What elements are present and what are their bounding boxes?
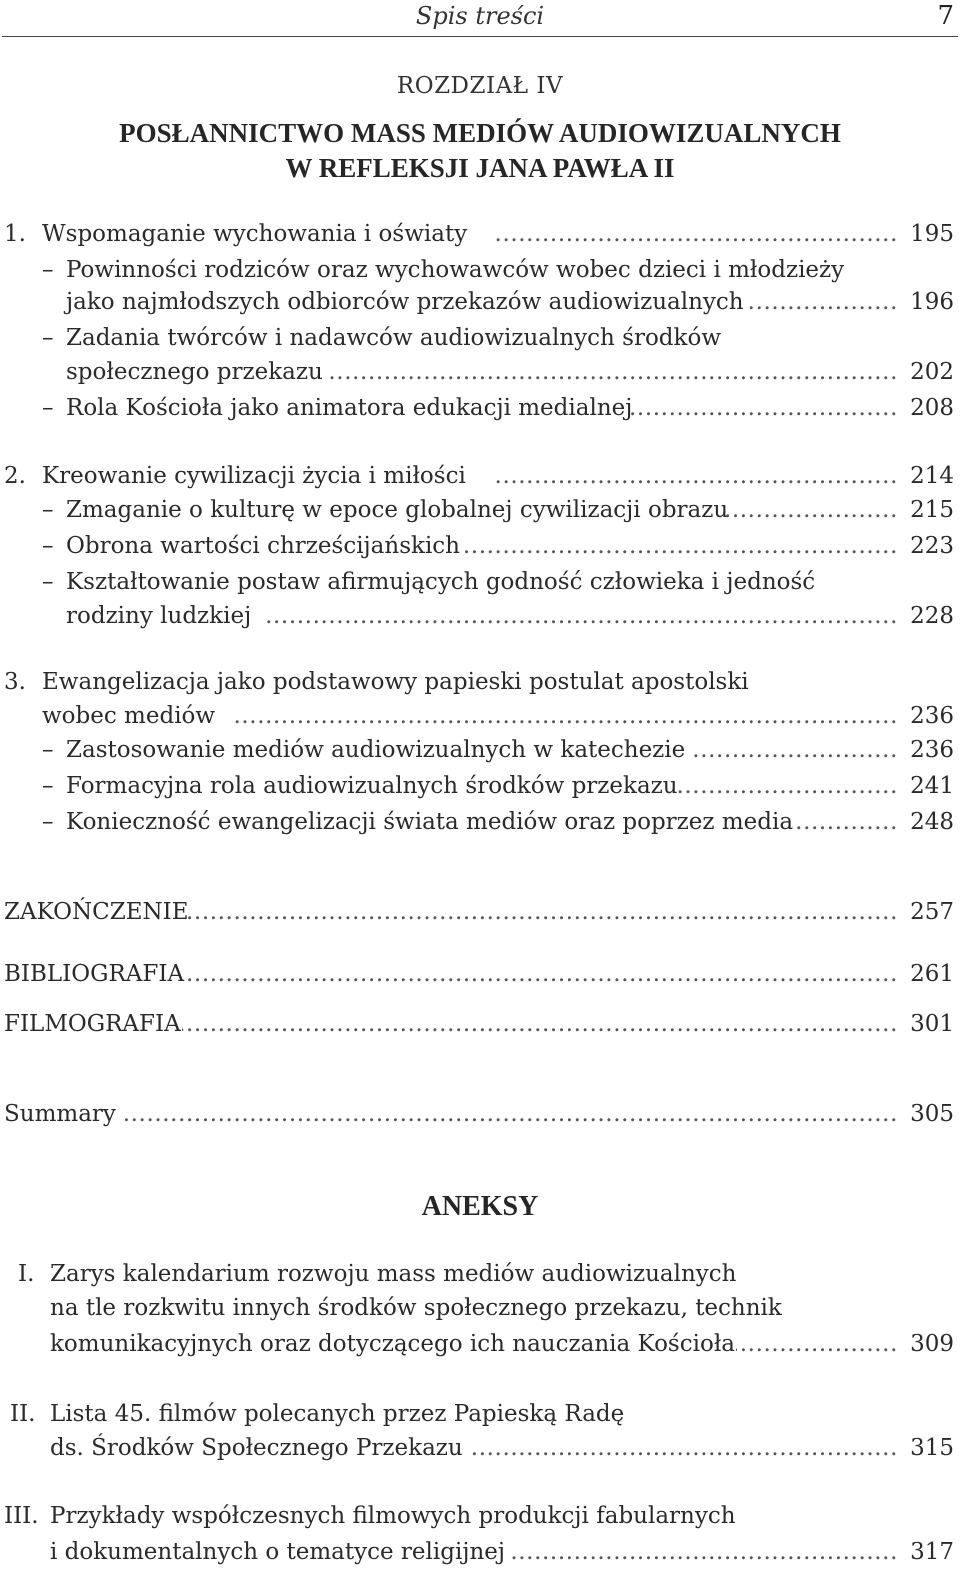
toc-entry-title: ZAKOŃCZENIE	[4, 899, 189, 925]
annex-entry-1-cont[interactable]	[0, 1292, 960, 1324]
toc-entry-title: Kształtowanie postaw afirmujących godność człowieka i jedność	[66, 569, 816, 595]
dot-leader	[188, 958, 898, 990]
toc-subentry-line[interactable]	[0, 734, 960, 766]
toc-page-ref: 317	[910, 1539, 954, 1565]
toc-page-ref: 195	[910, 221, 954, 247]
toc-subentry-line[interactable]	[0, 600, 960, 632]
dash-marker: –	[42, 737, 54, 763]
toc-page-ref: 214	[910, 463, 954, 489]
toc-entry-title-cont: społecznego przekazu	[66, 359, 323, 385]
toc-entry-title: Konieczność ewangelizacji świata mediów oraz poprzez media	[66, 809, 794, 835]
dash-marker: –	[42, 773, 54, 799]
dot-leader	[266, 600, 898, 632]
toc-page-ref: 223	[910, 533, 954, 559]
dot-leader	[692, 734, 898, 766]
dash-marker: –	[42, 257, 54, 283]
dash-marker: –	[42, 497, 54, 523]
dash-marker: –	[42, 569, 54, 595]
annex-entry-1-cont[interactable]	[0, 1328, 960, 1360]
toc-subentry-line[interactable]	[0, 392, 960, 424]
annex-title-cont: ds. Środków Społecznego Przekazu	[50, 1435, 463, 1461]
dot-leader	[124, 1098, 898, 1130]
dot-leader	[630, 392, 898, 424]
toc-page-ref: 261	[910, 961, 954, 987]
toc-page-ref: 257	[910, 899, 954, 925]
annex-entry-2[interactable]	[0, 1398, 960, 1430]
dash-marker: –	[42, 533, 54, 559]
annex-title: Lista 45. filmów polecanych przez Papieską Radę	[50, 1401, 625, 1427]
annex-title-cont: i dokumentalnych o tematyce religijnej	[50, 1539, 506, 1565]
dot-leader	[674, 770, 898, 802]
toc-entry-title-cont: rodziny ludzkiej	[66, 603, 252, 629]
annex-number: III.	[4, 1503, 39, 1529]
dot-leader	[510, 1536, 898, 1568]
toc-page-ref: 236	[910, 737, 954, 763]
header-rule	[2, 36, 958, 37]
toc-entry-title-cont: jako najmłodszych odbiorców przekazów audiowizualnych	[66, 289, 744, 315]
toc-subentry-line[interactable]	[0, 566, 960, 598]
annex-entry-3[interactable]	[0, 1500, 960, 1532]
toc-entry-bibliografia[interactable]	[0, 958, 960, 990]
toc-page-ref: 208	[910, 395, 954, 421]
toc-entry-section-1[interactable]	[0, 218, 960, 250]
toc-subentry-line[interactable]	[0, 806, 960, 838]
toc-entry-number: 3.	[4, 669, 26, 695]
toc-entry-title: Zadania twórców i nadawców audiowizualnych środków	[66, 325, 722, 351]
annex-entry-2-cont[interactable]	[0, 1432, 960, 1464]
toc-entry-number: 1.	[4, 221, 26, 247]
toc-entry-title: FILMOGRAFIA	[4, 1011, 181, 1037]
annex-title: Przykłady współczesnych filmowych produkcji fabularnych	[50, 1503, 736, 1529]
dot-leader	[792, 806, 898, 838]
chapter-title-line-2: W REFLEKSJI JANA PAWŁA II	[285, 153, 675, 183]
toc-entry-summary[interactable]	[0, 1098, 960, 1130]
toc-page-ref: 196	[910, 289, 954, 315]
toc-entry-title: Formacyjna rola audiowizualnych środków przekazu	[66, 773, 678, 799]
annex-number: I.	[18, 1261, 35, 1287]
dash-marker: –	[42, 809, 54, 835]
dot-leader	[188, 896, 898, 928]
annex-title-cont: komunikacyjnych oraz dotyczącego ich nauczania Kościoła	[50, 1331, 735, 1357]
chapter-title-line-1: POSŁANNICTWO MASS MEDIÓW AUDIOWIZUALNYCH	[119, 118, 841, 148]
toc-page-ref: 215	[910, 497, 954, 523]
toc-entry-filmografia[interactable]	[0, 1008, 960, 1040]
annex-entry-3-cont[interactable]	[0, 1536, 960, 1568]
dot-leader	[232, 700, 898, 732]
toc-entry-title: Zastosowanie mediów audiowizualnych w katechezie	[66, 737, 686, 763]
toc-page-ref: 301	[910, 1011, 954, 1037]
toc-entry-title: BIBLIOGRAFIA	[4, 961, 185, 987]
toc-subentry-line[interactable]	[0, 356, 960, 388]
toc-page-ref: 248	[910, 809, 954, 835]
toc-entry-title: Ewangelizacja jako podstawowy papieski postulat apostolski	[42, 669, 749, 695]
toc-entry-number: 2.	[4, 463, 26, 489]
dot-leader	[468, 1432, 898, 1464]
toc-entry-section-3[interactable]	[0, 666, 960, 698]
toc-page-ref: 305	[910, 1101, 954, 1127]
dot-leader	[746, 286, 898, 318]
dot-leader	[182, 1008, 898, 1040]
toc-entry-title: Rola Kościoła jako animatora edukacji medialnej	[66, 395, 633, 421]
toc-subentry-line[interactable]	[0, 286, 960, 318]
dot-leader	[726, 494, 898, 526]
annexes-title: ANEKSY	[421, 1191, 539, 1222]
dot-leader	[736, 1328, 898, 1360]
toc-subentry-line[interactable]	[0, 494, 960, 526]
toc-page-ref: 236	[910, 703, 954, 729]
toc-subentry-line[interactable]	[0, 530, 960, 562]
chapter-label: ROZDZIAŁ IV	[396, 73, 564, 99]
running-header-title: Spis treści	[415, 2, 545, 30]
dot-leader	[492, 460, 898, 492]
toc-page-ref: 202	[910, 359, 954, 385]
toc-page-ref: 315	[910, 1435, 954, 1461]
toc-entry-zakonczenie[interactable]	[0, 896, 960, 928]
toc-entry-section-3-cont[interactable]	[0, 700, 960, 732]
chapter-title	[0, 116, 960, 186]
toc-subentry-line[interactable]	[0, 322, 960, 354]
toc-entry-title-cont: wobec mediów	[42, 703, 216, 729]
toc-page-ref: 241	[910, 773, 954, 799]
toc-entry-title: Zmaganie o kulturę w epoce globalnej cywilizacji obrazu	[66, 497, 729, 523]
dash-marker: –	[42, 325, 54, 351]
toc-page-ref: 309	[910, 1331, 954, 1357]
toc-entry-title: Powinności rodziców oraz wychowawców wobec dzieci i młodzieży	[66, 257, 845, 283]
annex-number: II.	[10, 1401, 36, 1427]
annex-entry-1[interactable]	[0, 1258, 960, 1290]
annex-title: Zarys kalendarium rozwoju mass mediów audiowizualnych	[50, 1261, 737, 1287]
toc-entry-title: Wspomaganie wychowania i oświaty	[42, 221, 468, 247]
annex-title-cont: na tle rozkwitu innych środków społecznego przekazu, technik	[50, 1295, 782, 1321]
toc-subentry-line[interactable]	[0, 770, 960, 802]
toc-entry-title: Kreowanie cywilizacji życia i miłości	[42, 463, 466, 489]
dot-leader	[330, 356, 898, 388]
toc-entry-title: Summary	[4, 1101, 116, 1127]
page-number: 7	[937, 1, 954, 31]
dot-leader	[492, 218, 898, 250]
toc-page-ref: 228	[910, 603, 954, 629]
dash-marker: –	[42, 395, 54, 421]
toc-entry-title: Obrona wartości chrześcijańskich	[66, 533, 460, 559]
dot-leader	[462, 530, 898, 562]
toc-entry-section-2[interactable]	[0, 460, 960, 492]
toc-subentry-line[interactable]	[0, 254, 960, 286]
